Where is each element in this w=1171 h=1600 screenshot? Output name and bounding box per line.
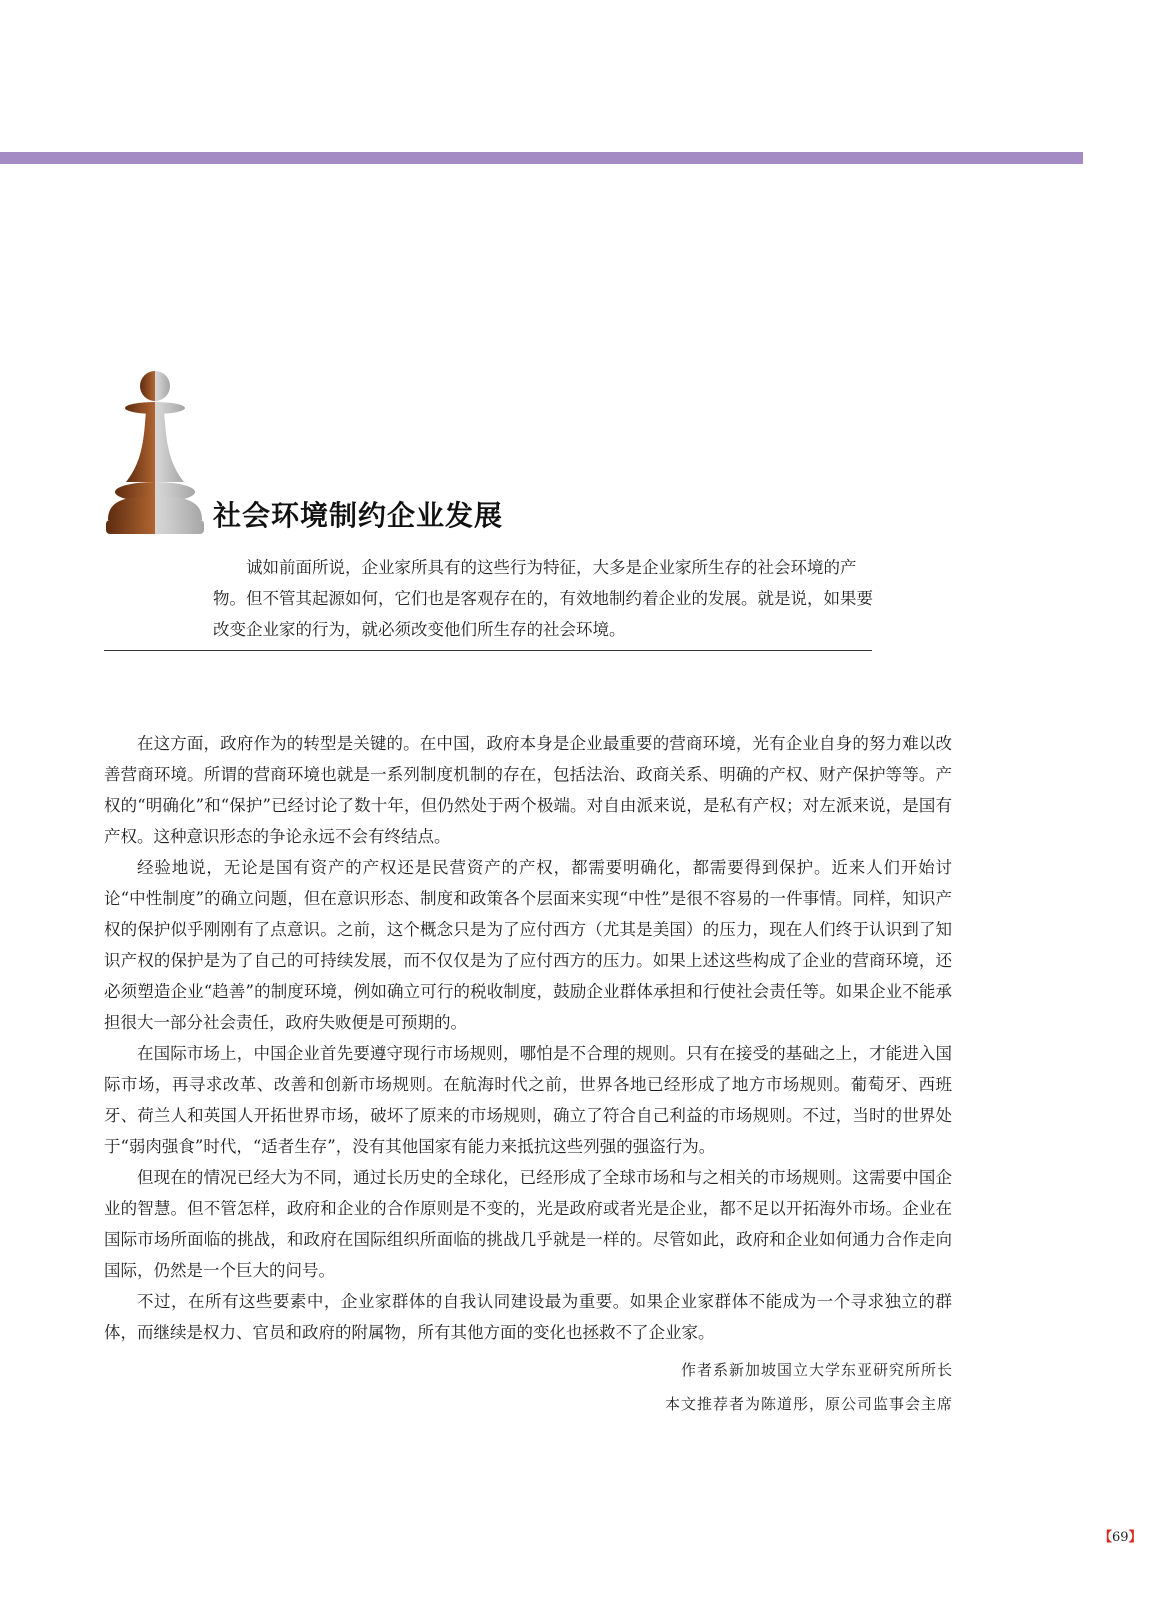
paragraph: 在国际市场上，中国企业首先要遵守现行市场规则，哪怕是不合理的规则。只有在接受的基础之上，才能进入国际市场，再寻求改革、改善和创新市场规则。在航海时代之前，世界各地已经形成了地方市场规则。葡萄牙、西班牙、荷兰人和英国人开拓世界市场，破坏了原来的市场规则，确立了符合自己利益的市场规则。不过，当时的世界处于“弱肉强食”时代，“适者生存”，没有其他国家有能力来抵抗这些列强的强盗行为。 — [104, 1044, 952, 1156]
paragraph: 不过，在所有这些要素中，企业家群体的自我认同建设最为重要。如果企业家群体不能成为一个寻求独立的群体，而继续是权力、官员和政府的附属物，所有其他方面的变化也拯救不了企业家。 — [104, 1292, 952, 1342]
byline — [665, 1353, 953, 1421]
page-bracket-right: 】 — [1128, 1530, 1142, 1545]
page-number-value: 69 — [1112, 1530, 1129, 1545]
paragraph: 但现在的情况已经大为不同，通过长历史的全球化，已经形成了全球市场和与之相关的市场规则。这需要中国企业的智慧。但不管怎样，政府和企业的合作原则是不变的，光是政府或者光是企业，都不足以开拓海外市场。企业在国际市场所面临的挑战，和政府在国际组织所面临的挑战几乎就是一样的。尽管如此，政府和企业如何通力合作走向国际，仍然是一个巨大的问号。 — [104, 1168, 952, 1280]
paragraph: 经验地说，无论是国有资产的产权还是民营资产的产权，都需要明确化，都需要得到保护。近来人们开始讨论“中性制度”的确立问题，但在意识形态、制度和政策各个层面来实现“中性”是很不容易的一件事情。同样，知识产权的保护似乎刚刚有了点意识。之前，这个概念只是为了应付西方（尤其是美国）的压力，现在人们终于认识到了知识产权的保护是为了自己的可持续发展，而不仅仅是为了应付西方的压力。如果上述这些构成了企业的营商环境，还必须塑造企业“趋善”的制度环境，例如确立可行的税收制度，鼓励企业群体承担和行使社会责任等。如果企业不能承担很大一部分社会责任，政府失败便是可预期的。 — [104, 858, 952, 1032]
page-number — [1099, 1526, 1142, 1545]
recommender-note: 本文推荐者为陈道彤，原公司监事会主席 — [664, 1395, 953, 1413]
author-note: 作者系新加坡国立大学东亚研究所所长 — [680, 1361, 953, 1379]
top-accent-bar — [0, 152, 1083, 164]
section-intro: 诚如前面所说，企业家所具有的这些行为特征，大多是企业家所生存的社会环境的产物。但不管其起源如何，它们也是客观存在的，有效地制约着企业的发展。就是说，如果要改变企业家的行为，就必须改变他们所生存的社会环境。 — [213, 558, 873, 639]
page-bracket-left: 【 — [1099, 1530, 1113, 1545]
chess-pawn-icon — [104, 370, 206, 542]
section-title: 社会环境制约企业发展 — [213, 499, 504, 532]
paragraph: 在这方面，政府作为的转型是关键的。在中国，政府本身是企业最重要的营商环境，光有企业自身的努力难以改善营商环境。所谓的营商环境也就是一系列制度机制的存在，包括法治、政商关系、明确的产权、财产保护等等。产权的“明确化”和“保护”已经讨论了数十年，但仍然处于两个极端。对自由派来说，是私有产权；对左派来说，是国有产权。这种意识形态的争论永远不会有终结点。 — [104, 734, 952, 846]
intro-divider — [104, 650, 872, 651]
article-body — [104, 728, 952, 1348]
